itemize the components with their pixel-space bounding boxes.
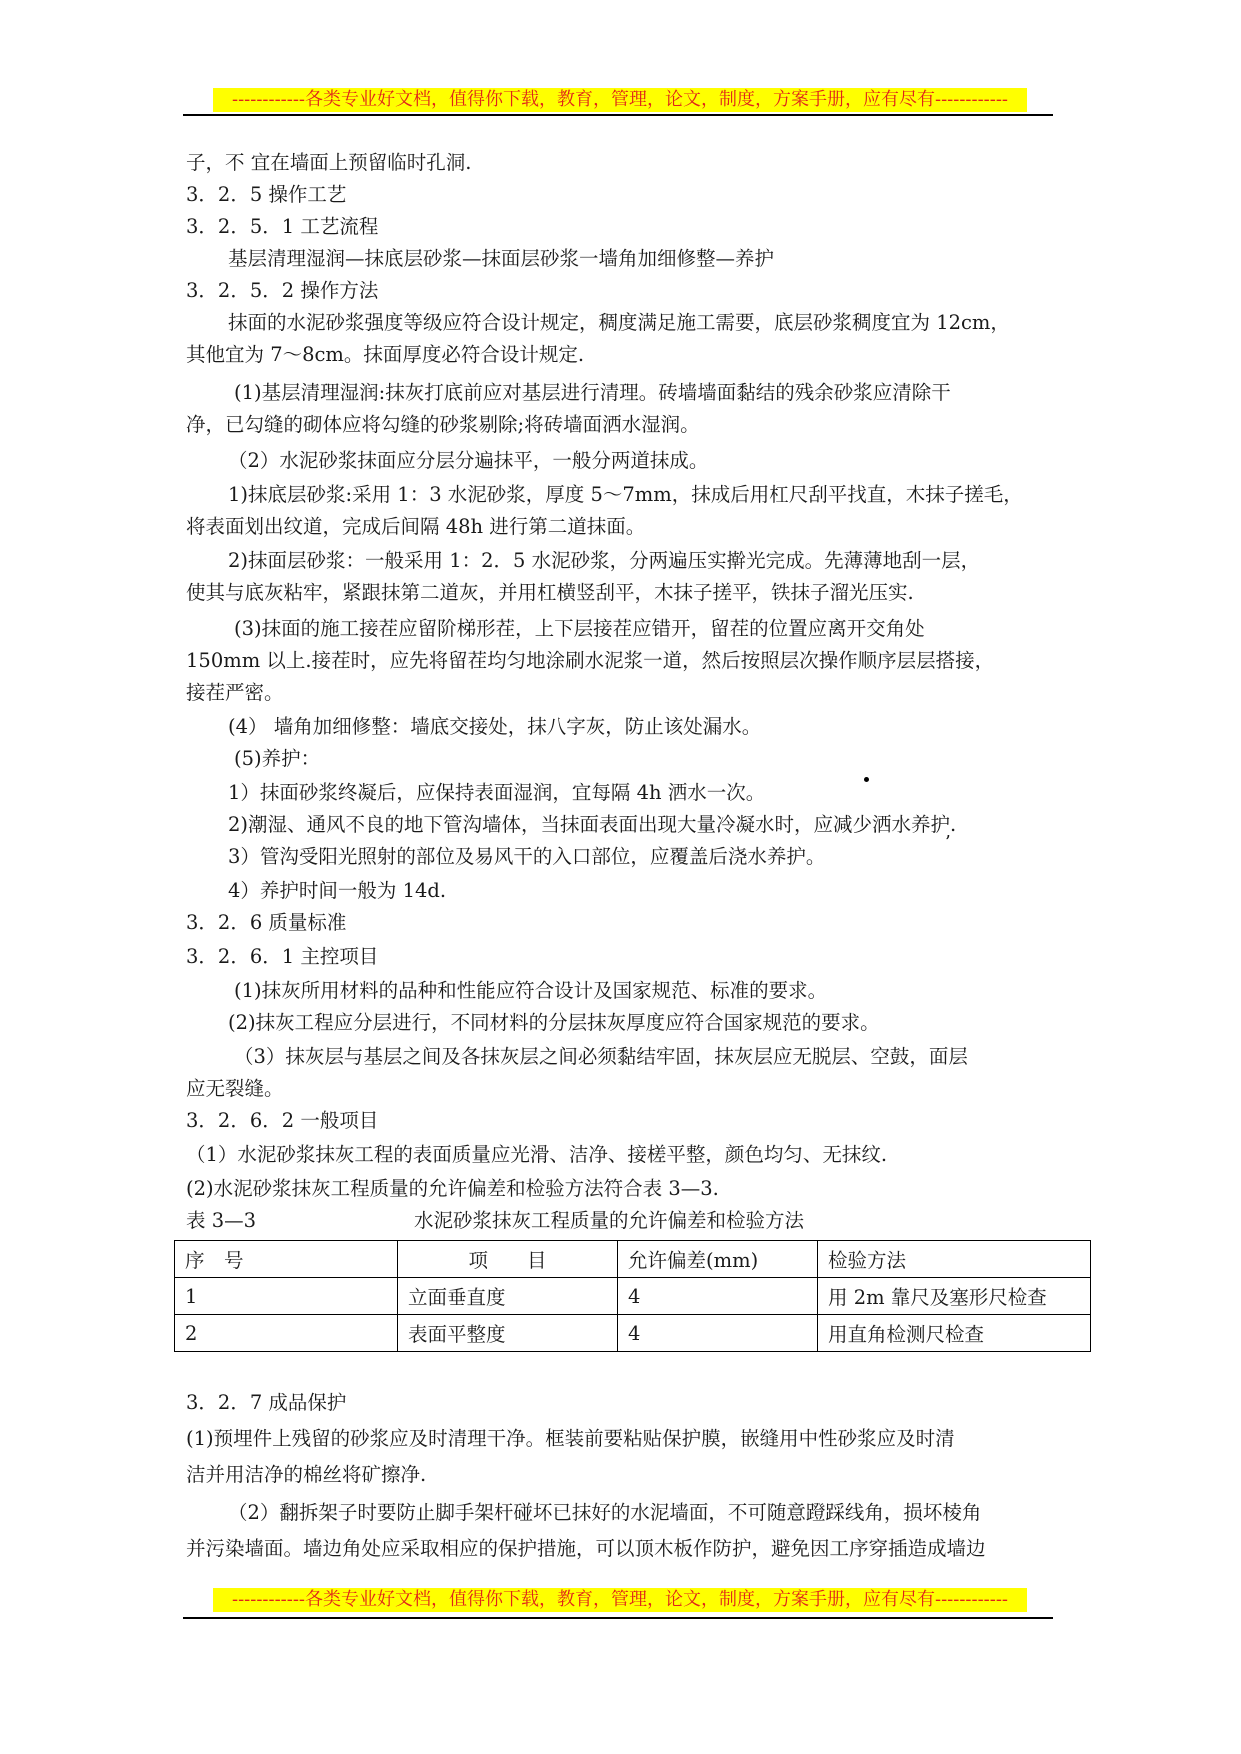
body-line: （2）翻拆架子时要防止脚手架杆碰坏已抹好的水泥墙面，不可随意蹬踩线角，损坏棱角: [228, 1501, 982, 1524]
body-line: 接茬严密。: [186, 681, 284, 704]
body-line: 子，不 宜在墙面上预留临时孔洞.: [186, 151, 472, 174]
body-line: （3）抹灰层与基层之间及各抹灰层之间必须黏结牢固，抹灰层应无脱层、空鼓，面层: [234, 1045, 968, 1068]
process-flow: 基层清理湿润—抹底层砂浆—抹面层砂浆一墙角加细修整—养护: [228, 247, 775, 270]
body-line: 150mm 以上.接茬时，应先将留茬均匀地涂刷水泥浆一道，然后按照层次操作顺序层层搭接，: [186, 649, 995, 672]
table-caption: 水泥砂浆抹灰工程质量的允许偏差和检验方法: [414, 1209, 805, 1232]
table-cell: 4: [618, 1315, 818, 1352]
table-cell: 表面平整度: [398, 1315, 618, 1352]
footer-banner: ------------各类专业好文档，值得你下载，教育，管理，论文，制度，方案手册，应有尽有------------: [213, 1588, 1027, 1612]
table-cell: 2: [175, 1315, 398, 1352]
body-line: 洁并用洁净的棉丝将矿擦净.: [186, 1463, 427, 1486]
table-header-row: [175, 1241, 1091, 1278]
body-line: (3)抹面的施工接茬应留阶梯形茬，上下层接茬应错开，留茬的位置应离开交角处: [234, 617, 925, 640]
body-line: 将表面划出纹道，完成后间隔 48h 进行第二道抹面。: [186, 515, 646, 538]
header-banner: ------------各类专业好文档，值得你下载，教育，管理，论文，制度，方案手册，应有尽有------------: [213, 88, 1027, 112]
body-line: (1)抹灰所用材料的品种和性能应符合设计及国家规范、标准的要求。: [234, 979, 828, 1002]
section-heading: 3．2．6．1 主控项目: [186, 945, 379, 968]
table-row: [175, 1315, 1091, 1352]
table-cell: 1: [175, 1278, 398, 1315]
body-line: (5)养护：: [234, 747, 321, 770]
table-cell: 用直角检测尺检查: [818, 1315, 1091, 1352]
body-line: 1）抹面砂浆终凝后，应保持表面湿润，宜每隔 4h 洒水一次。: [228, 781, 766, 804]
body-line: 净，已勾缝的砌体应将勾缝的砂浆剔除;将砖墙面洒水湿润。: [186, 413, 700, 436]
header-rule: [183, 114, 1053, 116]
footer-rule: [183, 1617, 1053, 1619]
table-cell: 立面垂直度: [398, 1278, 618, 1315]
body-line: 2)潮湿、通风不良的地下管沟墙体，当抹面表面出现大量冷凝水时，应减少洒水养护.: [228, 813, 957, 836]
body-line: (1)预埋件上残留的砂浆应及时清理干净。框装前要粘贴保护膜，嵌缝用中性砂浆应及时清: [186, 1427, 955, 1450]
body-line: (1)基层清理湿润:抹灰打底前应对基层进行清理。砖墙墙面黏结的残余砂浆应清除干: [234, 381, 951, 404]
body-line: 抹面的水泥砂浆强度等级应符合设计规定，稠度满足施工需要，底层砂浆稠度宜为 12cm，: [228, 311, 1010, 334]
table-row: [175, 1278, 1091, 1315]
section-heading: 3．2．5．2 操作方法: [186, 279, 379, 302]
stray-dot-mark: [864, 777, 869, 782]
tolerance-table: [174, 1240, 1091, 1352]
section-heading: 3．2．6．2 一般项目: [186, 1109, 379, 1132]
section-heading: 3．2．7 成品保护: [186, 1391, 347, 1414]
body-line: 2)抹面层砂浆：一般采用 1：2．5 水泥砂浆，分两遍压实擀光完成。先薄薄地刮一层，: [228, 549, 981, 572]
table-header-cell: 检验方法: [818, 1241, 1091, 1278]
table-cell: 4: [618, 1278, 818, 1315]
body-line: 4）养护时间一般为 14d.: [228, 879, 447, 902]
table-header-cell: 项 目: [398, 1241, 618, 1278]
body-line: 1)抹底层砂浆:采用 1：3 水泥砂浆，厚度 5～7mm，抹成后用杠尺刮平找直，木抹子搓毛，: [228, 483, 1023, 506]
body-line: 其他宜为 7～8cm。抹面厚度必符合设计规定.: [186, 343, 585, 366]
table-label: 表 3—3: [186, 1209, 257, 1232]
body-line: 3）管沟受阳光照射的部位及易风干的入口部位，应覆盖后浇水养护。: [228, 845, 826, 868]
body-line: 应无裂缝。: [186, 1077, 284, 1100]
section-heading: 3．2．5 操作工艺: [186, 183, 347, 206]
stray-tick-mark: ’: [945, 832, 951, 853]
section-heading: 3．2．6 质量标准: [186, 911, 347, 934]
table-header-cell: 序 号: [175, 1241, 398, 1278]
body-line: (2)水泥砂浆抹灰工程质量的允许偏差和检验方法符合表 3—3.: [186, 1177, 719, 1200]
table-cell: 用 2m 靠尺及塞形尺检查: [818, 1278, 1091, 1315]
body-line: （2）水泥砂浆抹面应分层分遍抹平，一般分两道抹成。: [228, 449, 709, 472]
body-line: (4） 墙角加细修整：墙底交接处，抹八字灰，防止该处漏水。: [228, 715, 762, 738]
body-line: (2)抹灰工程应分层进行，不同材料的分层抹灰厚度应符合国家规范的要求。: [228, 1011, 880, 1034]
section-heading: 3．2．5．1 工艺流程: [186, 215, 379, 238]
body-line: （1）水泥砂浆抹灰工程的表面质量应光滑、洁净、接槎平整，颜色均匀、无抹纹.: [186, 1143, 888, 1166]
table-header-cell: 允许偏差(mm): [618, 1241, 818, 1278]
body-line: 使其与底灰粘牢，紧跟抹第二道灰，并用杠横竖刮平，木抹子搓平，铁抹子溜光压实.: [186, 581, 914, 604]
body-line: 并污染墙面。墙边角处应采取相应的保护措施，可以顶木板作防护，避免因工序穿插造成墙边: [186, 1537, 986, 1560]
